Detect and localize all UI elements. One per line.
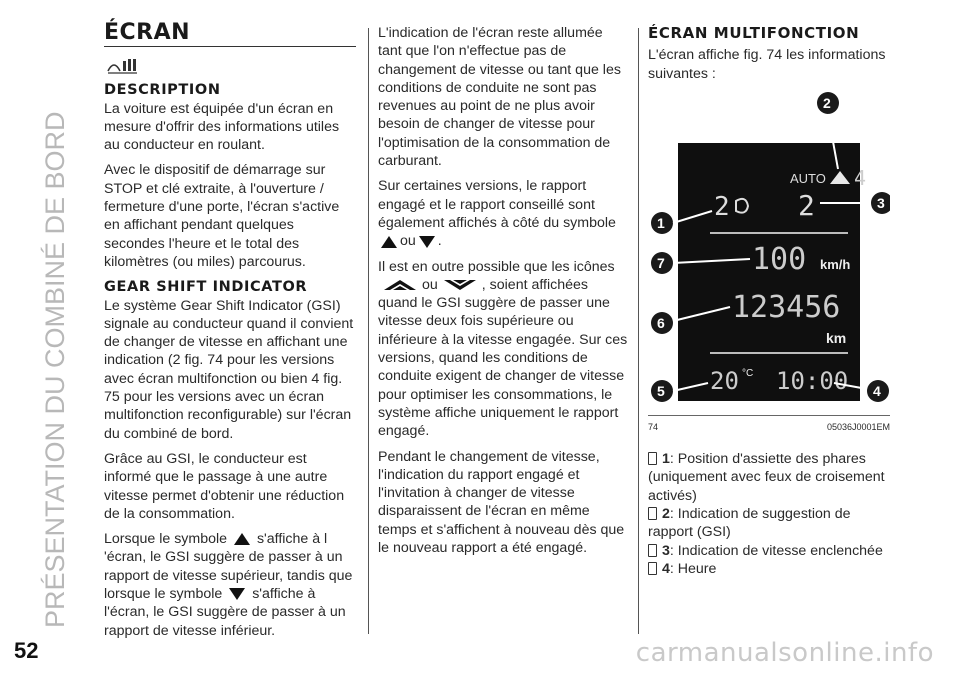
clock-readout: 10:00 (776, 366, 849, 395)
subheading-gsi: GEAR SHIFT INDICATOR (104, 279, 308, 296)
headlight-level-digit: 2 (714, 191, 730, 222)
paragraph: La voiture est équipée d'un écran en mesure d'offrir des informations utiles au conducteur en roulant. (104, 100, 340, 154)
column-2 (378, 24, 628, 564)
legend-list (648, 450, 890, 578)
multifunction-display-figure (648, 91, 890, 411)
display-icon (106, 57, 356, 77)
subheading-description: DESCRIPTION (104, 82, 221, 99)
svg-text:4: 4 (873, 382, 881, 399)
bullet-icon (648, 544, 657, 557)
legend-item: 1: Position d'assiette des phares (uniquement avec feux de croisement activés) (648, 451, 885, 504)
side-chapter-title (6, 28, 76, 628)
figure-caption (648, 415, 890, 436)
section-title: ÉCRAN (104, 20, 191, 45)
watermark: carmanualsonline.info (635, 638, 934, 668)
column-3 (648, 24, 890, 578)
shift-up-icon (381, 236, 397, 248)
svg-text:3: 3 (877, 194, 885, 211)
figure-code: 05036J0001EM (826, 421, 890, 432)
paragraph: L'écran affiche fig. 74 les informations suivantes : (648, 47, 886, 82)
legend-item: 2: Indication de suggestion de rapport (GSI) (648, 506, 851, 541)
legend-item: 3: Indication de vitesse enclenchée (648, 542, 890, 560)
gear-suggest: 4 (854, 165, 867, 190)
legend-item: 4: Heure (648, 560, 890, 578)
column-1 (104, 20, 356, 647)
temperature-unit: °C (742, 367, 754, 379)
paragraph: Avec le dispositif de démarrage sur STOP et clé extraite, à l'ouverture / fermeture d'une porte, l'écran s'active en affichant pendant quelques secondes l'heure et le total des kilomètres (ou miles) parcourus. (104, 162, 340, 270)
auto-label: AUTO (790, 170, 826, 186)
shift-up-icon (234, 533, 250, 545)
paragraph: Grâce au GSI, le conducteur est informé que le passage à une autre vitesse permet d'obtenir une réduction de la consommation. (104, 450, 345, 522)
shift-down-icon (229, 588, 245, 600)
speed-unit: km/h (820, 256, 851, 272)
paragraph: Lorsque le symbole s'affiche à l 'écran, le GSI suggère de passer à un rapport de vitesse supérieur, tandis que lorsque le symbole s'affiche à l'écran, le GSI suggère de passer à un rapport de vitesse inférieur. (104, 531, 353, 639)
side-title-text: PRÉSENTATION DU COMBINÉ DE BORD (40, 111, 70, 628)
shift-down-icon (419, 236, 435, 248)
speed-readout: 100 (752, 241, 807, 277)
svg-text:1: 1 (657, 214, 665, 231)
page-number: 52 (14, 638, 39, 663)
double-shift-down-icon (442, 279, 478, 291)
section-title: ÉCRAN MULTIFONCTION (648, 24, 860, 42)
odometer-readout: 123456 (732, 289, 841, 325)
paragraph: Le système Gear Shift Indicator (GSI) signale au conducteur quand il convient de changer de vitesse en affichant une indication (2 fig. 74 pour les versions avec écran multifonction ou bien 4 fig. 75 pour les versions avec un écran multifonction reconfigurable) sur l'écran du combiné de bord. (104, 297, 354, 442)
column-divider (638, 28, 639, 634)
temperature-readout: 20 (710, 366, 739, 395)
svg-text:6: 6 (657, 314, 665, 331)
bullet-icon (648, 452, 657, 465)
svg-text:7: 7 (657, 254, 665, 271)
paragraph: L'indication de l'écran reste allumée tant que l'on n'effectue pas de changement de vitesse ou tant que les conditions de conduite ne sont pas revenues au point de ne plus avoir besoin de changer de vitesse pour l'optimisation de la consommation de carburant. (378, 25, 621, 170)
bullet-icon (648, 562, 657, 575)
title-rule (104, 46, 356, 47)
paragraph: Pendant le changement de vitesse, l'indication du rapport engagé et l'invitation à changer de vitesse disparaissent de l'écran en même temps et s'affichent à nouveau dès que le nouveau rapport a été engagé. (378, 448, 625, 557)
double-shift-up-icon (382, 279, 418, 291)
bullet-icon (648, 507, 657, 520)
paragraph: Sur certaines versions, le rapport engagé et le rapport conseillé sont également affichés à côté du symbole ou . (378, 178, 616, 250)
svg-text:2: 2 (823, 94, 831, 111)
odometer-unit: km (826, 329, 847, 346)
column-divider (368, 28, 369, 634)
svg-text:5: 5 (657, 382, 665, 399)
paragraph: Il est en outre possible que les icônes ou , soient affichées quand le GSI suggère de passer une vitesse deux fois supérieure ou inférieure à la vitesse engagée. Sur ces versions, quand les conditions de conduite exigent de changer de vitesse pour optimiser les consommations, le système affiche uniquement le rapport engagé. (378, 258, 628, 440)
figure-number: 74 (648, 421, 659, 432)
gear-engaged: 2 (798, 188, 815, 222)
